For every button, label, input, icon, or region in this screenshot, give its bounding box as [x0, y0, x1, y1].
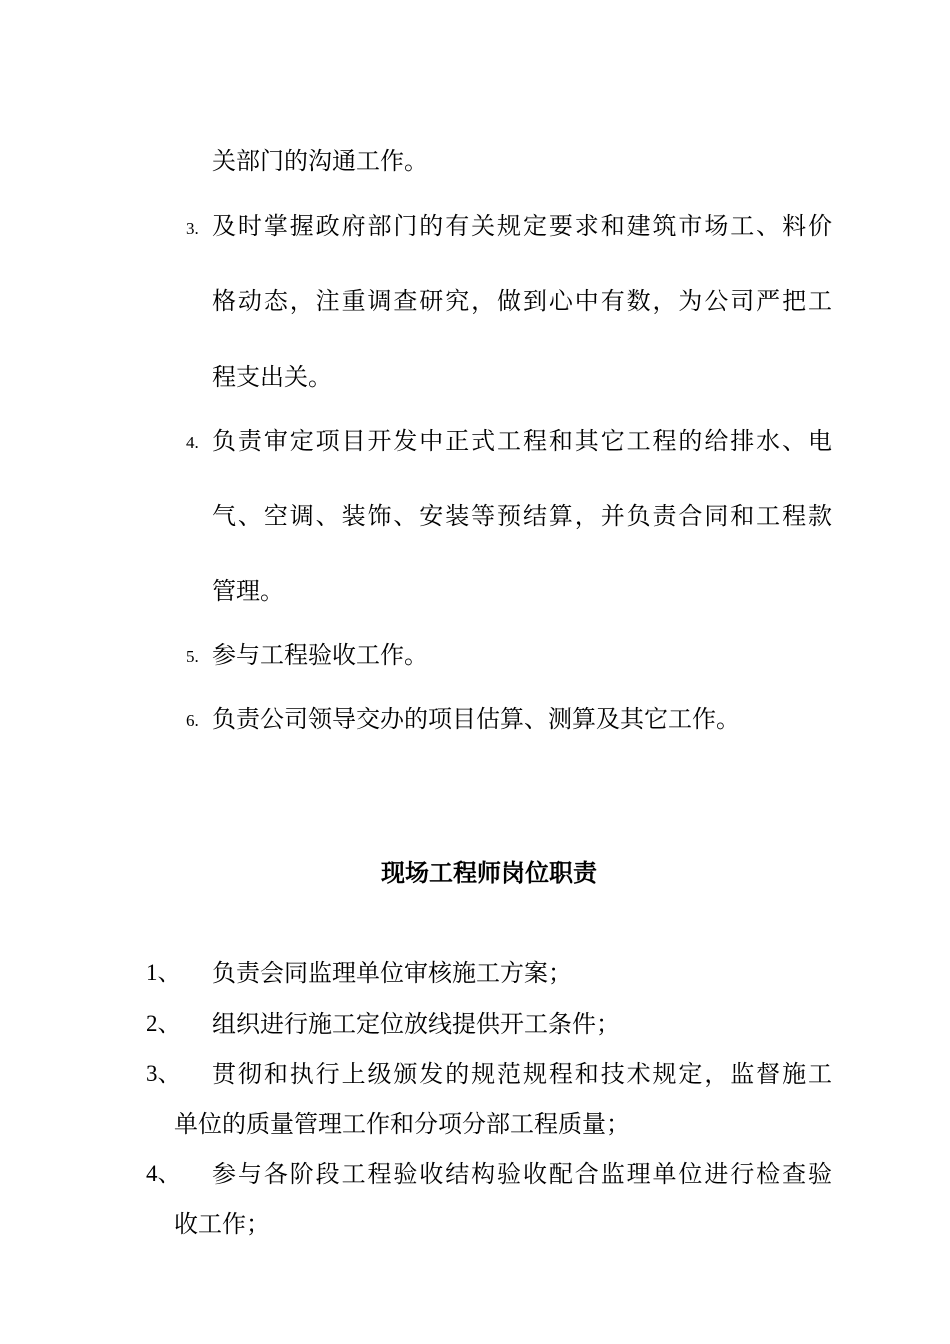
- list-item-number: 3、: [146, 1061, 181, 1086]
- list-item-number: 2、: [146, 1011, 181, 1036]
- list-item-line: 气、空调、装饰、安装等预结算，并负责合同和工程款: [212, 502, 832, 530]
- list-item-line: 负责审定项目开发中正式工程和其它工程的给排水、电: [212, 427, 832, 455]
- list-item-number: 4、: [146, 1161, 181, 1186]
- list-item-line: 单位的质量管理工作和分项分部工程质量；: [174, 1110, 630, 1138]
- list-item-number: 4.: [186, 433, 199, 452]
- list-item-line: 及时掌握政府部门的有关规定要求和建筑市场工、料价: [212, 212, 832, 240]
- list-item-line: 格动态，注重调查研究，做到心中有数，为公司严把工: [212, 287, 832, 315]
- list-item-number: 3.: [186, 219, 199, 238]
- section-title: 现场工程师岗位职责: [381, 858, 597, 887]
- list-item-line: 管理。: [212, 577, 284, 605]
- list-item-line: 负责公司领导交办的项目估算、测算及其它工作。: [212, 705, 740, 733]
- list-item-line: 贯彻和执行上级颁发的规范规程和技术规定，监督施工: [212, 1060, 832, 1088]
- list-item-line: 参与工程验收工作。: [212, 641, 428, 669]
- list-item-number: 1、: [146, 960, 181, 985]
- list-item-line: 参与各阶段工程验收结构验收配合监理单位进行检查验: [212, 1160, 832, 1188]
- list-item-number: 6.: [186, 711, 199, 730]
- list-item-line: 组织进行施工定位放线提供开工条件；: [212, 1010, 620, 1038]
- list-continuation-line: 关部门的沟通工作。: [212, 147, 428, 175]
- list-item-line: 负责会同监理单位审核施工方案；: [212, 959, 572, 987]
- list-item-number: 5.: [186, 647, 199, 666]
- list-item-line: 程支出关。: [212, 363, 332, 391]
- list-item-line: 收工作；: [174, 1210, 270, 1238]
